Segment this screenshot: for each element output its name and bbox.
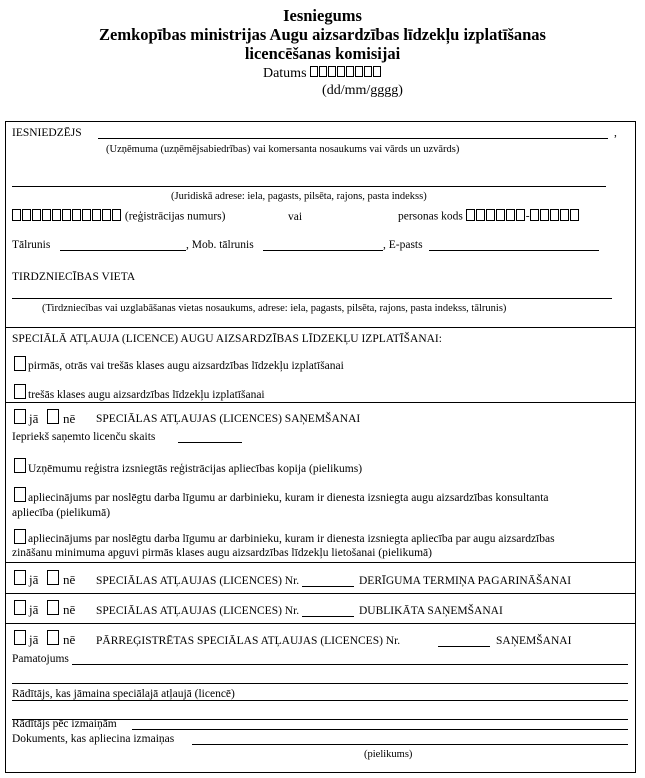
document-line[interactable] <box>192 744 628 745</box>
section-divider <box>6 562 635 563</box>
phone-label: Tālrunis <box>12 239 51 251</box>
registration-number-label: (reģistrācijas numurs) <box>124 210 226 223</box>
doc-2-checkbox[interactable] <box>14 487 26 502</box>
date-label: Datums <box>262 66 307 82</box>
receive-yes-label: jā <box>29 411 39 426</box>
personal-code-row <box>398 209 580 225</box>
doc-3-checkbox[interactable] <box>14 529 26 544</box>
reregistered-number-line[interactable] <box>438 646 490 647</box>
indicator-label: Rādītājs, kas jāmaina speciālajā atļaujā (licencē) <box>12 688 235 700</box>
license-type-option-2-label: trešās klases augu aizsardzības līdzekļu izplatīšanai <box>28 389 265 401</box>
form-subtitle-line-2: licencēšanas komisijai <box>244 44 401 63</box>
doc-2-label-line-2: apliecība (pielikumā) <box>12 507 111 519</box>
duplicate-suffix: DUBLIKĀTA SAŅEMŠANAI <box>359 605 503 617</box>
doc-3-label-line-1: apliecinājums par noslēgtu darba līgumu ar darbinieku, kuram ir dienesta izsniegta apliecība par augu aizsardzības <box>28 533 555 545</box>
extend-no-label: nē <box>63 572 76 587</box>
duplicate-yes-checkbox[interactable] <box>14 600 26 615</box>
indicator-line[interactable] <box>12 700 628 701</box>
date-row <box>0 66 645 82</box>
previous-licenses-line[interactable] <box>178 442 242 443</box>
receive-title: SPECIĀLAS ATĻAUJAS (LICENCES) SAŅEMŠANAI <box>96 413 361 425</box>
after-change-line[interactable] <box>132 729 628 730</box>
duplicate-label: SPECIĀLAS ATĻAUJAS (LICENCES) Nr. <box>96 605 300 617</box>
personal-code-boxes-part-2[interactable] <box>530 209 580 225</box>
form-title: Iesniegums <box>283 6 362 25</box>
trade-place-label: TIRDZNIECĪBAS VIETA <box>12 271 136 283</box>
applicant-label: IESNIEDZĒJS <box>12 127 82 139</box>
reregistered-label: PĀRREĢISTRĒTAS SPECIĀLAS ATĻAUJAS (LICENCES) Nr. <box>96 635 401 647</box>
extend-suffix: DERĪGUMA TERMIŅA PAGARINĀŠANAI <box>359 575 572 587</box>
legal-address-caption: (Juridiskā adrese: iela, pagasts, pilsēta, rajons, pasta indekss) <box>171 191 427 202</box>
section-divider <box>6 402 635 403</box>
duplicate-no-checkbox[interactable] <box>47 600 59 615</box>
email-label: , E-pasts <box>383 239 423 251</box>
doc-1-label: Uzņēmumu reģistra izsniegtās reģistrācijas apliecības kopija (pielikums) <box>28 463 363 475</box>
date-format-hint: (dd/mm/gggg) <box>322 83 403 98</box>
section-divider <box>6 327 635 328</box>
phone-line[interactable] <box>60 250 186 251</box>
license-type-option-2-checkbox[interactable] <box>14 384 26 399</box>
duplicate-number-line[interactable] <box>302 616 354 617</box>
extend-label: SPECIĀLAS ATĻAUJAS (LICENCES) Nr. <box>96 575 300 587</box>
reregistered-no-checkbox[interactable] <box>47 630 59 645</box>
trade-place-caption: (Tirdzniecības vai uzglabāšanas vietas nosaukums, adrese: iela, pagasts, pilsēta, rajons, pasta indekss, tālrunis) <box>42 303 507 314</box>
extend-yes-label: jā <box>29 572 39 587</box>
applicant-comma: , <box>614 127 617 139</box>
duplicate-yes-label: jā <box>29 602 39 617</box>
basis-extra-line[interactable] <box>12 683 628 684</box>
section-divider <box>6 593 635 594</box>
reregistered-suffix: SAŅEMŠANAI <box>496 635 572 647</box>
license-type-option-1-checkbox[interactable] <box>14 356 26 371</box>
reregistered-yes-checkbox[interactable] <box>14 630 26 645</box>
doc-2-label-line-1: apliecinājums par noslēgtu darba līgumu ar darbinieku, kuram ir dienesta izsniegta augu aizsardzības konsultanta <box>28 492 549 504</box>
trade-place-line[interactable] <box>12 298 612 299</box>
document-label: Dokuments, kas apliecina izmaiņas <box>12 733 175 745</box>
extend-number-line[interactable] <box>302 586 354 587</box>
after-change-label: Rādītājs pēc izmaiņām <box>12 718 117 730</box>
personal-code-boxes-part-1[interactable] <box>466 209 526 225</box>
or-label: vai <box>288 211 303 223</box>
registration-number-boxes[interactable] <box>12 209 122 225</box>
doc-1-checkbox[interactable] <box>14 458 26 473</box>
personal-code-dash: - <box>525 210 530 223</box>
license-type-option-1-label: pirmās, otrās vai trešās klases augu aizsardzības līdzekļu izplatīšanai <box>28 360 344 372</box>
applicant-name-caption: (Uzņēmuma (uzņēmējsabiedrības) vai komersanta nosaukums vai vārds un uzvārds) <box>106 144 460 155</box>
applicant-name-line[interactable] <box>98 138 608 139</box>
form-subtitle-line-1: Zemkopības ministrijas Augu aizsardzības līdzekļu izplatīšanas <box>99 25 546 44</box>
mobile-label: , Mob. tālrunis <box>186 239 254 251</box>
legal-address-line[interactable] <box>12 186 606 187</box>
receive-yes-checkbox[interactable] <box>14 409 26 424</box>
reregistered-no-label: nē <box>63 632 76 647</box>
basis-line[interactable] <box>72 664 628 665</box>
personal-code-label: personas kods <box>398 210 463 223</box>
receive-no-checkbox[interactable] <box>47 409 59 424</box>
registration-number-row <box>12 209 225 225</box>
section-divider <box>6 623 635 624</box>
previous-licenses-label: Iepriekš saņemto licenču skaits <box>12 431 156 443</box>
doc-3-label-line-2: zināšanu minimuma apguvi pirmās klases augu aizsardzības līdzekļu lietošanai (pielikumā) <box>12 547 432 559</box>
basis-label: Pamatojums <box>12 653 69 665</box>
extend-no-checkbox[interactable] <box>47 570 59 585</box>
date-input-boxes[interactable] <box>310 66 382 82</box>
attachment-caption: (pielikums) <box>364 749 413 760</box>
duplicate-no-label: nē <box>63 602 76 617</box>
receive-no-label: nē <box>63 411 76 426</box>
license-type-title: SPECIĀLĀ ATĻAUJA (LICENCE) AUGU AIZSARDZĪBAS LĪDZEKĻU IZPLATĪŠANAI: <box>12 333 442 345</box>
form-frame <box>5 121 636 773</box>
mobile-line[interactable] <box>263 250 383 251</box>
extend-yes-checkbox[interactable] <box>14 570 26 585</box>
reregistered-yes-label: jā <box>29 632 39 647</box>
email-line[interactable] <box>429 250 599 251</box>
